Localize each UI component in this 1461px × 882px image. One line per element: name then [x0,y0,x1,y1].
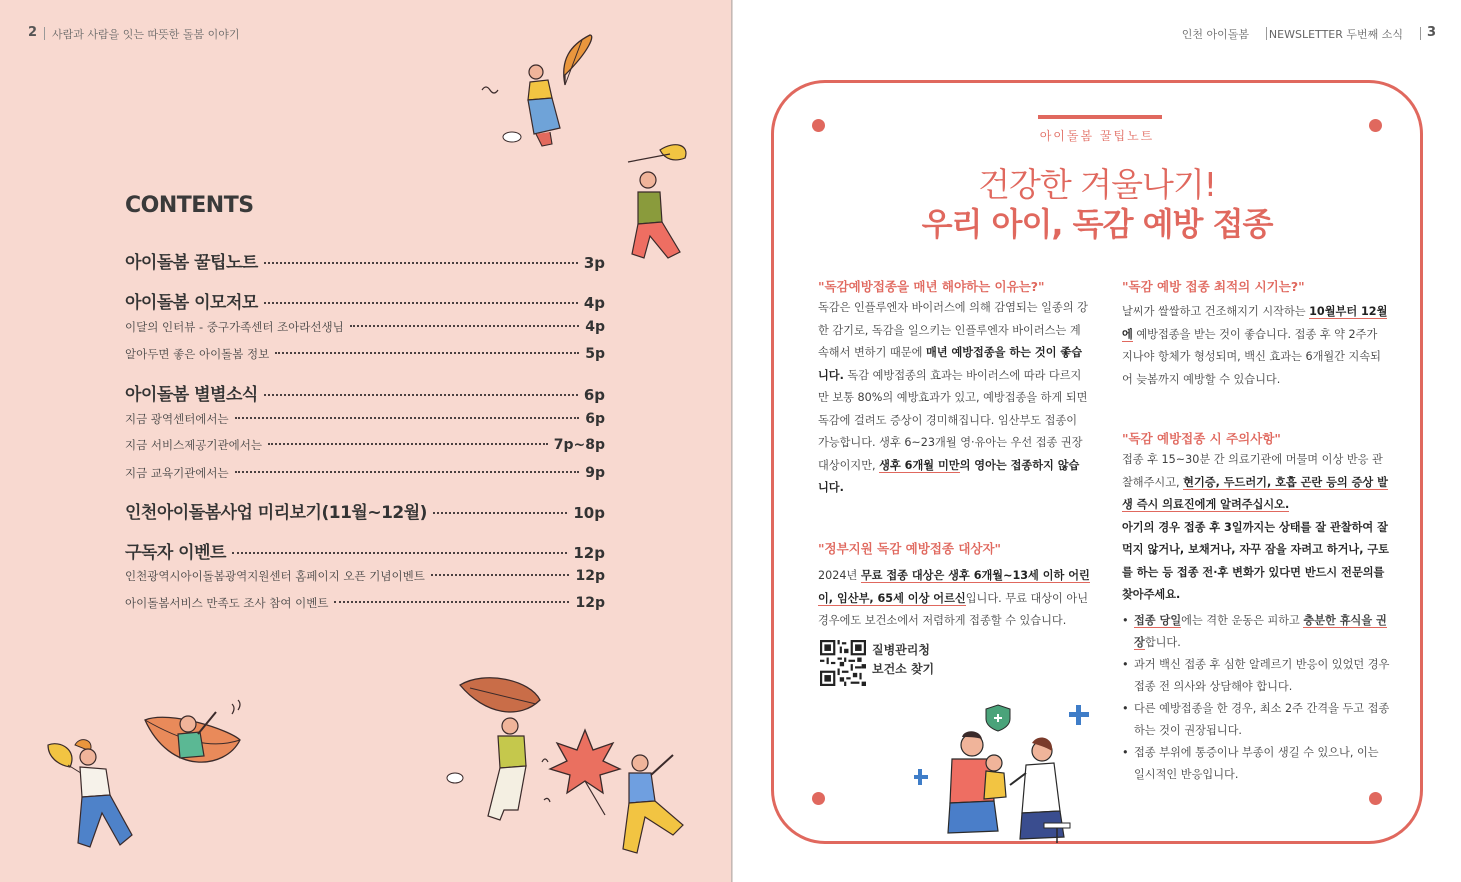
article-title-line1: 건강한 겨울나기! [978,165,1216,204]
timing-paragraph [1122,301,1390,391]
toc-leader-dots [350,325,580,327]
toc-label: 아이돌봄 별별소식 [125,385,258,405]
toc-row[interactable] [125,288,605,313]
timing-text-1: 날씨가 쌀쌀하고 건조해지기 시작하는 [1122,305,1310,318]
left-page-number: 2 [28,25,38,40]
toc-leader-dots [264,262,578,264]
why-heading: "독감예방접종을 매년 해야하는 이유는?" [818,279,1045,294]
header-divider [44,27,45,40]
right-page-number: 3 [1426,25,1436,40]
contents-title: CONTENTS [125,193,254,218]
toc-page-number: 12p [575,568,605,584]
toc-page-number: 6p [585,411,605,427]
toc-label: 이달의 인터뷰 - 중구가족센터 조아라선생님 [125,320,344,334]
qr-code[interactable] [820,640,866,686]
target-paragraph [818,565,1090,633]
section-bar [1038,115,1162,119]
maple-leaf-running-person-illustration [545,725,705,865]
toc-page-number: 9p [585,465,605,481]
bullet-text: 합니다. [1144,635,1181,649]
toc-label: 지금 서비스제공기관에서는 [125,438,262,452]
why-paragraph [818,297,1090,500]
toc-row[interactable] [125,319,605,335]
list-item [1122,610,1392,653]
leaf-boat-person-illustration [140,690,250,785]
toc-page-number: 12p [575,595,605,611]
toc-leader-dots [334,601,569,603]
qr-caption-line1: 질병관리청 [872,643,930,657]
why-bold-underline: 생후 6개월 미만 [879,458,960,472]
target-text-1: 2024년 [818,569,861,582]
vaccination-illustration [914,703,1094,845]
hanging-person-illustration [620,140,695,270]
toc-leader-dots [431,574,570,576]
corner-dot [812,792,825,805]
toc-row[interactable] [125,248,605,273]
right-header-org: 인천 아이돌봄 [1181,28,1249,41]
caution-bold-underline: 현기증, 두드러기, 호흡 곤란 등의 증상 발생 즉시 의료진에게 알려주십시오. [1122,475,1388,511]
caution-text-1: 접종 후 15~30분 간 의료기관에 머물며 이상 반응 관찰해주시고, [1122,453,1383,489]
toc-label: 구독자 이벤트 [125,543,226,563]
tip-note-card [771,80,1423,844]
toc-leader-dots [275,352,579,354]
toc-page-number: 4p [583,294,605,312]
toc-label: 인천광역시아이돌봄광역지원센터 홈페이지 오픈 기념이벤트 [125,569,425,583]
toc-page-number: 5p [585,346,605,362]
header-divider [1266,27,1267,40]
toc-leader-dots [235,417,580,419]
section-label: 아이돌봄 꿀팁노트 [1039,129,1155,143]
toc-row[interactable] [125,411,605,427]
toc-leader-dots [264,302,578,304]
toc-row[interactable] [125,380,605,405]
toc-page-number: 12p [573,544,605,562]
right-page [733,0,1461,882]
toc-page-number: 6p [583,386,605,404]
bullet-bold-2: 충분한 휴식을 권장 [1134,614,1387,649]
caution-bullet-list [1122,610,1392,786]
list-item: • 접종 부위에 통증이나 부종이 생길 수 있으나, 이는 일시적인 반응입니다. [1122,742,1392,785]
right-header-newsletter: NEWSLETTER 두번째 소식 [1268,28,1403,41]
why-bold-2: 의 영아는 접종하지 않습니다. [818,458,1080,494]
toc-leader-dots [433,512,567,514]
toc-label: 아이돌봄서비스 만족도 조사 참여 이벤트 [125,596,329,610]
toc-label: 인천아이돌봄사업 미리보기(11월~12월) [125,503,427,523]
toc-row[interactable] [125,568,605,584]
caution-heading: "독감 예방접종 시 주의사항" [1122,431,1281,446]
plus-icon [914,769,928,785]
qr-caption [872,641,934,679]
toc-leader-dots [268,443,548,445]
list-item: • 다른 예방접종을 한 경우, 최소 2주 간격을 두고 접종하는 것이 권장됩니다. [1122,698,1392,741]
caution-bold-2: 아기의 경우 접종 후 3일까지는 상태를 잘 관찰하여 잘 먹지 않거나, 보채거나, 자꾸 잠을 자려고 하거나, 구토를 하는 등 접종 전·후 변화가 있다면 반드시 전문의를 찾아주세요. [1122,520,1389,601]
toc-row[interactable] [125,346,605,362]
plus-icon [1069,705,1089,725]
toc-page-number: 3p [583,254,605,272]
toc-row[interactable] [125,498,605,523]
timing-text-2: 예방접종을 받는 것이 좋습니다. 접종 후 약 2주가 지나야 항체가 형성되며, 백신 효과는 6개월간 지속되어 늦봄까지 예방할 수 있습니다. [1122,327,1381,386]
header-divider [1420,27,1421,40]
why-bold-1: 매년 예방접종을 하는 것이 좋습니다. [818,346,1083,382]
timing-heading: "독감 예방 접종 최적의 시기는?" [1122,279,1305,294]
corner-dot [1369,792,1382,805]
toc-page-number: 10p [573,504,605,522]
target-text-2: 입니다. 무료 대상이 아닌 경우에도 보건소에서 저렴하게 접종할 수 있습니다. [818,591,1089,627]
bird-icon [482,87,498,93]
toc-row[interactable] [125,595,605,611]
leaf-kite-person-illustration [470,30,610,160]
toc-label: 지금 광역센터에서는 [125,412,229,426]
caution-paragraph [1122,449,1390,607]
toc-page-number: 7p~8p [553,437,605,453]
toc-leader-dots [235,471,580,473]
bullet-text: 에는 격한 운동은 피하고 [1181,614,1304,627]
timing-bold-underline: 10월부터 12월에 [1122,305,1388,341]
toc-label: 아이돌봄 꿀팁노트 [125,253,258,273]
toc-row[interactable] [125,538,605,563]
target-bold-underline: 무료 접종 대상은 생후 6개월~13세 이하 어린이, 임산부, 65세 이상 어르신 [818,569,1090,605]
toc-row[interactable] [125,465,605,481]
toc-page-number: 4p [585,319,605,335]
toc-label: 아이돌봄 이모저모 [125,293,258,313]
qr-caption-line2: 보건소 찾기 [872,662,935,676]
why-text-1: 독감은 인플루엔자 바이러스에 의해 감염되는 일종의 강한 감기로, 독감을 일으키는 인플루엔자 바이러스는 계속해서 변하기 때문에 [818,301,1088,359]
left-header-tagline: 사람과 사람을 잇는 따뜻한 돌봄 이야기 [52,28,240,41]
article-title-line2: 우리 아이, 독감 예방 접종 [921,205,1273,243]
toc-leader-dots [264,394,578,396]
why-text-2: 독감 예방접종의 효과는 바이러스에 따라 다르지만 보통 80%의 예방효과가 있고, 예방접종을 하게 되면 독감에 걸려도 증상이 경미해집니다. 임산부도 접종이 가능합니다. 생후 6~23개월 영·유아는 우선 접종 권장 대상이지만, [818,368,1088,472]
toc-label: 지금 교육기관에서는 [125,466,229,480]
toc-label: 알아두면 좋은 아이돌봄 정보 [125,347,270,361]
target-heading: "정부지원 독감 예방접종 대상자" [818,541,1002,556]
list-item: • 과거 백신 접종 후 심한 알레르기 반응이 있었던 경우 접종 전 의사와 상담해야 합니다. [1122,654,1392,697]
toc-leader-dots [232,552,567,554]
toc-row[interactable] [125,437,605,453]
bullet-bold-1: 접종 당일 [1134,614,1182,627]
